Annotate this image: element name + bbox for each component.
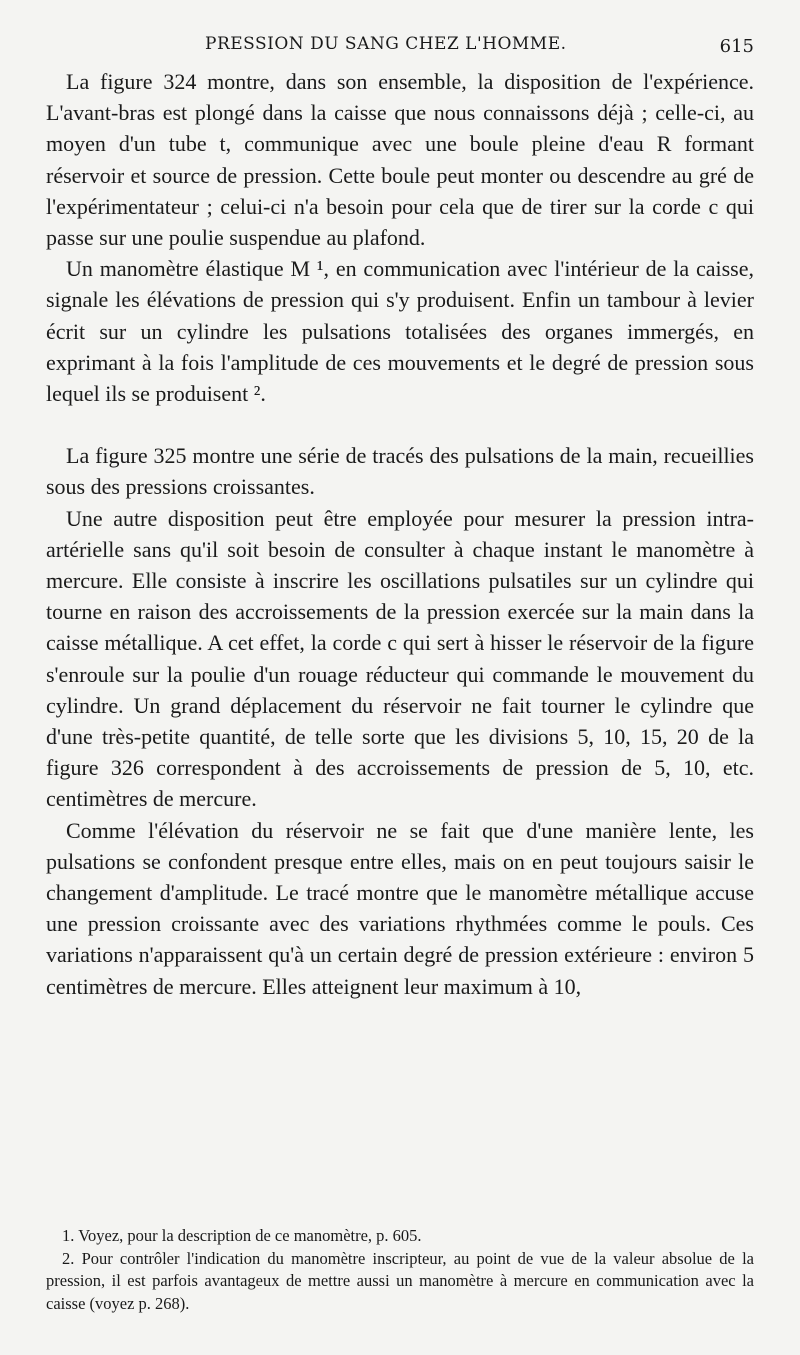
- paragraph: Comme l'élévation du réservoir ne se fait que d'une manière lente, les pulsations se confondent presque entre elles, mais on en peut toujours saisir le changement d'amplitude. Le tracé montre que le manomètre métallique accuse une pression croissante avec des variations rhythmées comme le pouls. Ces variations n'apparaissent qu'à un certain degré de pression extérieure : environ 5 centimètres de mercure. Elles atteignent leur maximum à 10,: [46, 817, 754, 999]
- page-header: [0, 30, 800, 62]
- paragraph: La figure 324 montre, dans son ensemble, la disposition de l'expérience. L'avant-bras est plongé dans la caisse que nous connaissons déjà ; celle-ci, au moyen d'un tube t, communique avec une boule pleine d'eau R formant réservoir et source de pression. Cette boule peut monter ou descendre au gré de l'expérimentateur ; celui-ci n'a besoin pour cela que de tirer sur la corde c qui passe sur une poulie suspendue au plafond.: [46, 69, 754, 251]
- paragraph: La figure 325 montre une série de tracés des pulsations de la main, recueillies sous des pressions croissantes.: [46, 443, 754, 500]
- body-text: [46, 66, 754, 1002]
- footnote: 2. Pour contrôler l'indication du manomètre inscripteur, au point de vue de la valeur absolue de la pression, il est parfois avantageux de mettre aussi un manomètre à mercure en communication avec la caisse (voyez p. 268).: [46, 1248, 754, 1313]
- paragraph: Une autre disposition peut être employée pour mesurer la pression intra-artérielle sans qu'il soit besoin de consulter à chaque instant le manomètre à mercure. Elle consiste à inscrire les oscillations pulsatiles sur un cylindre qui tourne en raison des accroissements de la pression exercée sur la main dans la caisse métallique. A cet effet, la corde c qui sert à hisser le réservoir de la figure s'enroule sur la poulie d'un rouage réducteur qui commande le mouvement du cylindre. Un grand déplacement du réservoir ne fait tourner le cylindre que d'une très-petite quantité, de telle sorte que les divisions 5, 10, 15, 20 de la figure 326 correspondent à des accroissements de pression de 5, 10, etc. centimètres de mercure.: [46, 505, 754, 812]
- page-number: 615: [719, 36, 754, 57]
- paragraph: Un manomètre élastique M ¹, en communication avec l'intérieur de la caisse, signale les élévations de pression qui s'y produisent. Enfin un tambour à levier écrit sur un cylindre les pulsations totalisées des organes immergés, en exprimant à la fois l'amplitude de ces mouvements et le degré de pression sous lequel ils se produisent ².: [46, 256, 754, 407]
- footnotes: [46, 1225, 754, 1315]
- footnote: 1. Voyez, pour la description de ce manomètre, p. 605.: [62, 1226, 422, 1245]
- running-title: PRESSION DU SANG CHEZ L'HOMME.: [205, 34, 567, 54]
